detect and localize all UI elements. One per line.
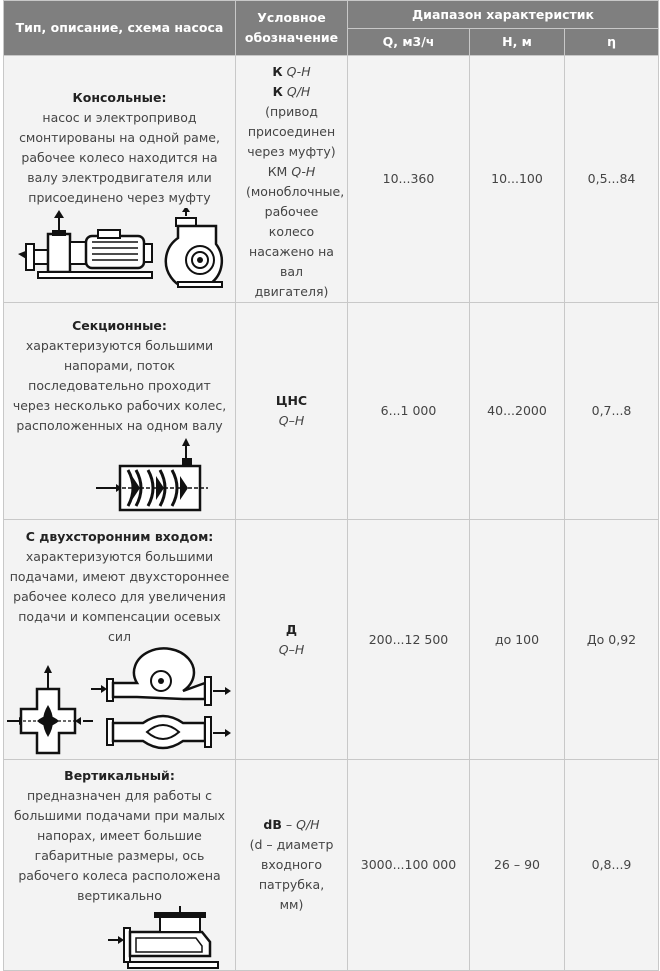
- q-value: 10...360: [348, 56, 470, 303]
- pump-type-name: Вертикальный: [64, 768, 170, 783]
- q-value: 6...1 000: [348, 303, 470, 520]
- eta-value: 0,5...84: [565, 56, 659, 303]
- q-value: 3000...100 000: [348, 760, 470, 971]
- eta-value: 0,8...9: [565, 760, 659, 971]
- pump-types-table: [3, 0, 659, 971]
- h-value: 40...2000: [470, 303, 565, 520]
- table-row: [4, 520, 659, 760]
- eta-value: 0,7...8: [565, 303, 659, 520]
- designation-cell: [236, 520, 348, 760]
- designation-code: ЦНС: [275, 393, 308, 408]
- header-q: Q, м3/ч: [348, 29, 470, 56]
- designation-code: К: [272, 64, 283, 79]
- pump-type-name: Консольные: [72, 90, 162, 105]
- designation-note: (моноблочные, рабочее колесо насажено на вал двигателя): [246, 184, 345, 299]
- sectional-pump-diagram-icon: [10, 436, 230, 512]
- pump-type-name: С двухсторонним входом: [25, 528, 209, 544]
- designation-cell: [236, 56, 348, 303]
- pump-type-description: характеризуются большими напорами, поток последовательно проходит через несколько рабочих колес, расположенных на одном валу: [12, 338, 227, 433]
- eta-value: До 0,92: [565, 520, 659, 760]
- designation-formula: Q-H: [286, 64, 311, 79]
- pump-type-name: Секционные: [72, 318, 162, 333]
- pump-type-description: насос и электропривод смонтированы на одной раме, рабочее колесо находится на валу электродвигателя или присоединено через муфту: [19, 110, 220, 205]
- designation-code: dB: [263, 817, 282, 832]
- type-cell: Секционные: характеризуются большими напорами, поток последовательно проходит через несколько рабочих колес, расположенных на одном валу: [4, 303, 236, 520]
- h-value: до 100: [470, 520, 565, 760]
- designation-formula: Q–H: [278, 413, 305, 428]
- pump-type-description: предназначен для работы с большими подачами при малых напорах, имеет большие габаритные размеры, ось рабочего колеса расположена вертикально: [13, 788, 226, 903]
- designation-note: (привод присоединен через муфту): [247, 104, 336, 159]
- header-eta: η: [565, 29, 659, 56]
- designation-dash: –: [281, 817, 297, 832]
- header-range: Диапазон характеристик: [348, 1, 659, 29]
- designation-cell: [236, 760, 348, 971]
- designation-formula: Q/H: [286, 84, 311, 99]
- type-cell: Консольные: насос и электропривод смонтированы на одной раме, рабочее колесо находится на валу электродвигателя или присоединено через муфту: [4, 56, 236, 303]
- designation-cell: [236, 303, 348, 520]
- header-type: Тип, описание, схема насоса: [4, 1, 236, 56]
- vertical-pump-diagram-icon: [10, 906, 230, 970]
- h-value: 10...100: [470, 56, 565, 303]
- console-pump-diagram-icon: [10, 208, 230, 288]
- double-suction-pump-diagram-icon: [7, 647, 233, 759]
- designation-code: К: [272, 84, 283, 99]
- designation-code: Д: [285, 621, 298, 637]
- table-row: [4, 760, 659, 971]
- h-value: 26 – 90: [470, 760, 565, 971]
- designation-formula: Q–H: [278, 641, 305, 657]
- designation-note: (d – диаметр входного патрубка, мм): [249, 837, 334, 912]
- designation-formula: Q-H: [291, 164, 316, 179]
- type-cell: С двухсторонним входом: характеризуются большими подачами, имеют двухстороннее рабочее колесо для увеличения подачи и компенсации осевых сил: [4, 520, 236, 760]
- designation-formula: Q/H: [296, 817, 320, 832]
- header-h: Н, м: [470, 29, 565, 56]
- type-cell: Вертикальный: предназначен для работы с большими подачами при малых напорах, имеет большие габаритные размеры, ось рабочего колеса расположена вертикально: [4, 760, 236, 971]
- designation-code: КМ: [267, 164, 292, 179]
- header-designation: Условное обозначение: [236, 1, 348, 56]
- q-value: 200...12 500: [348, 520, 470, 760]
- pump-type-description: характеризуются большими подачами, имеют двухстороннее рабочее колесо для увеличения подачи и компенсации осевых сил: [9, 548, 230, 644]
- table-row: [4, 303, 659, 520]
- table-row: [4, 56, 659, 303]
